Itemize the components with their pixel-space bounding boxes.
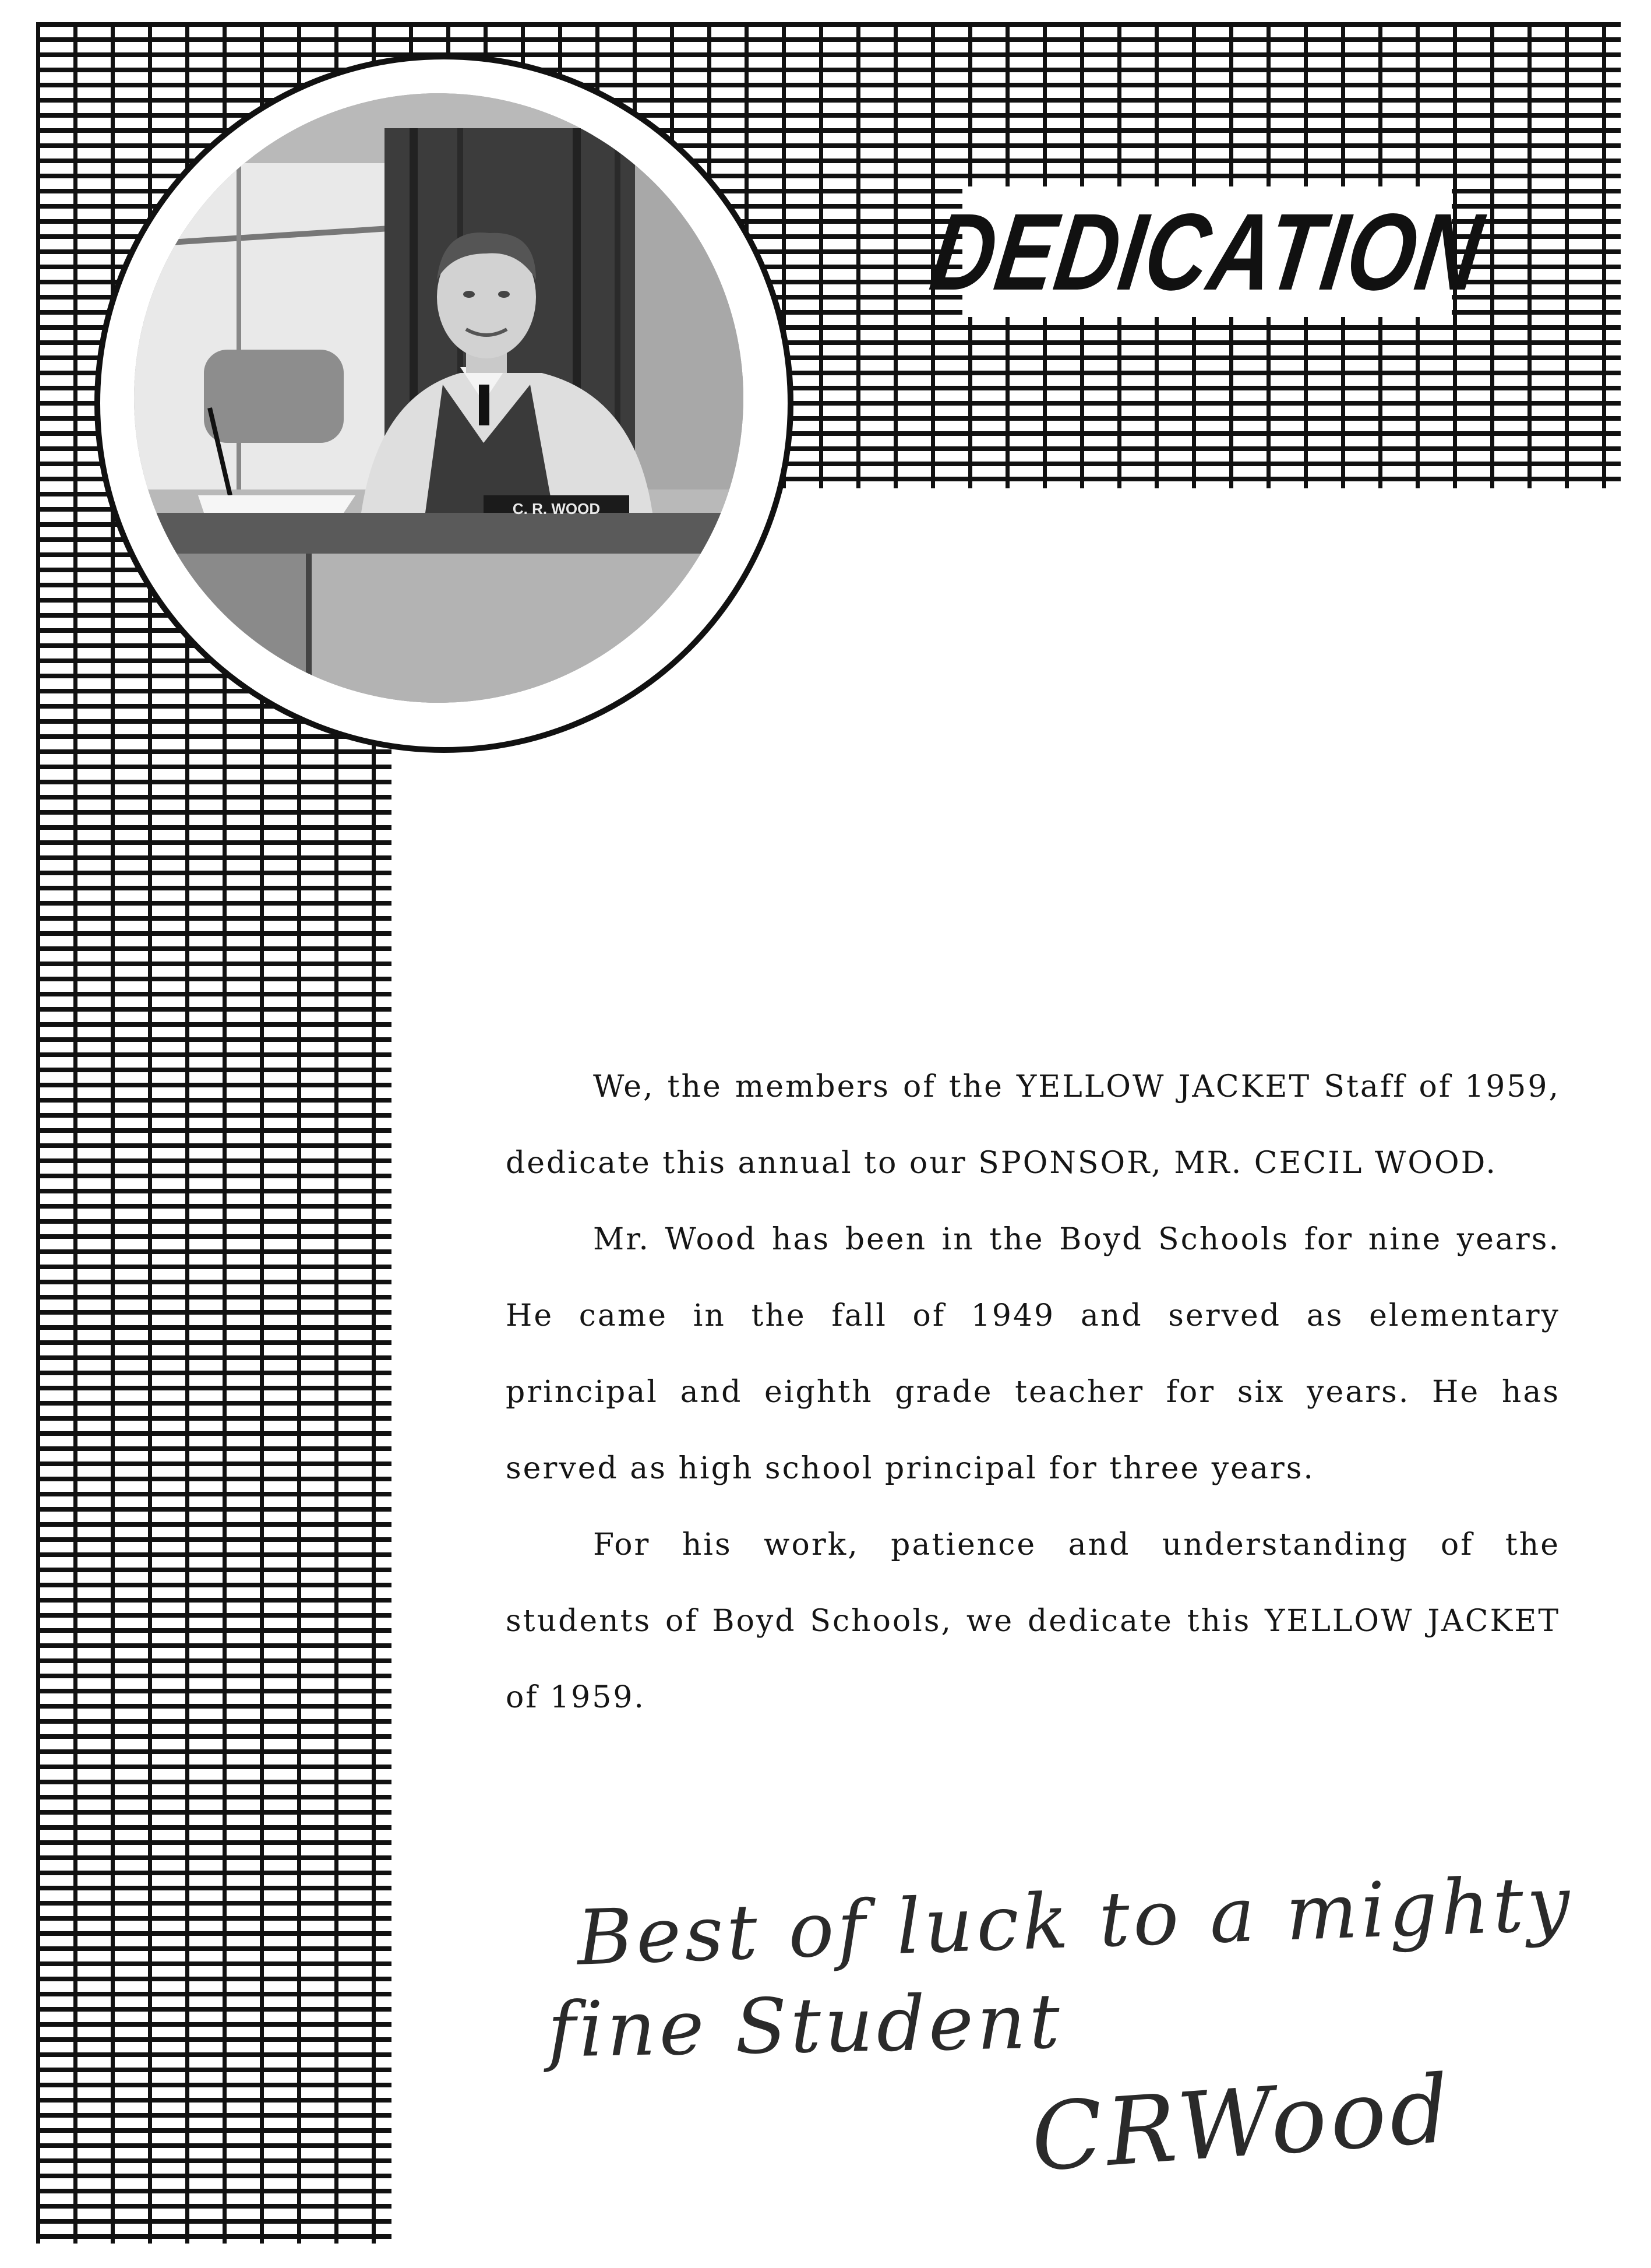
paragraph-2: Mr. Wood has been in the Boyd Schools for nine years. He came in the fall of 1949 and served as elementary principal and eighth grade teacher for six years. He has served as high school principal for three years. [506,1222,1560,1486]
sponsor-photo-image [134,93,743,703]
handwritten-note-line-2: fine Student [546,1977,1064,2075]
handwritten-note-line-1: Best of luck to a mighty [575,1859,1575,1982]
dedication-text [506,1049,1560,1736]
title-box [924,186,1490,317]
handwritten-signature: CRWood [1028,2054,1456,2193]
page-title: DEDICATION [924,190,1490,313]
sponsor-photo [134,93,743,703]
paragraph-1: We, the members of the YELLOW JACKET Staff of 1959, dedicate this annual to our SPONSOR, MR. CECIL WOOD. [506,1069,1560,1181]
paragraph-3: For his work, patience and understanding of the students of Boyd Schools, we dedicate this YELLOW JACKET of 1959. [506,1527,1560,1715]
nameplate-text: C. R. WOOD [512,500,601,517]
